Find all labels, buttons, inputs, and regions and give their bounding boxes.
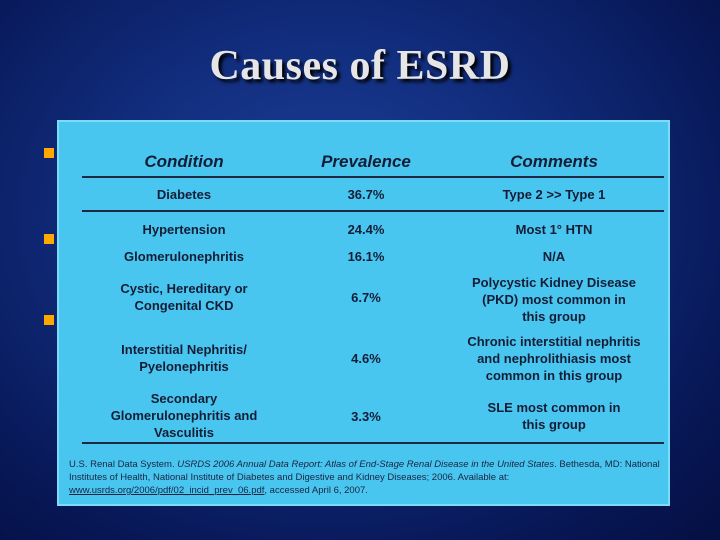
row-cystic-prevalence: 6.7%	[351, 290, 381, 305]
row-interstitial-comments	[444, 333, 664, 384]
header-rule	[82, 176, 664, 178]
row-secondary-comments	[444, 399, 664, 433]
condition-line: Diabetes	[156, 187, 212, 202]
esrd-causes-table	[57, 120, 670, 506]
condition-line: Hypertension	[142, 222, 226, 237]
comment-line: Chronic interstitial nephritis	[467, 334, 641, 349]
citation-prefix: U.S. Renal Data System.	[69, 459, 178, 470]
row-interstitial-prevalence: 4.6%	[351, 351, 381, 366]
condition-line: Secondary	[150, 391, 218, 406]
citation-middle: . Bethesda, MD: National Institutes of Health, National Institute of Diabetes and Digestive and Kidney Diseases; 2006. Available at:	[69, 459, 660, 483]
comment-line: Most 1° HTN	[515, 222, 593, 237]
slide-title: Causes of ESRD	[209, 43, 511, 89]
row-glomerulonephritis-condition	[79, 248, 289, 265]
comment-line: and nephrolithiasis most	[477, 351, 631, 366]
comment-line: Type 2 >> Type 1	[502, 187, 606, 202]
row-cystic-comments	[444, 274, 664, 325]
condition-line: Interstitial Nephritis/	[121, 342, 247, 357]
condition-line: Vasculitis	[154, 425, 214, 440]
row-interstitial-condition	[79, 341, 289, 375]
comment-line: SLE most common in	[487, 400, 621, 415]
row-diabetes-condition	[79, 186, 289, 203]
header-condition: Condition	[144, 152, 224, 171]
row-rule	[82, 210, 664, 212]
citation-journal: USRDS 2006 Annual Data Report: Atlas of End-Stage Renal Disease in the United States	[177, 459, 555, 470]
row-glomerulonephritis-comments	[444, 248, 664, 265]
row-secondary-prevalence: 3.3%	[351, 409, 381, 424]
row-hypertension-comments	[444, 221, 664, 238]
comment-line: common in this group	[485, 368, 623, 383]
header-comments: Comments	[510, 152, 598, 171]
footer-rule	[82, 442, 664, 444]
condition-line: Glomerulonephritis and	[110, 408, 258, 423]
row-hypertension-condition	[79, 221, 289, 238]
condition-line: Cystic, Hereditary or	[120, 281, 248, 296]
citation-suffix: , accessed April 6, 2007.	[264, 485, 368, 496]
row-secondary-condition	[79, 390, 289, 441]
comment-line: N/A	[542, 249, 566, 264]
row-diabetes-comments	[444, 186, 664, 203]
comment-line: (PKD) most common in	[482, 292, 626, 307]
bullet-marker-1	[44, 148, 54, 158]
bullet-marker-2	[44, 234, 54, 244]
comment-line: Polycystic Kidney Disease	[471, 275, 637, 290]
comment-line: this group	[522, 309, 586, 324]
condition-line: Congenital CKD	[134, 298, 234, 313]
row-hypertension-prevalence: 24.4%	[347, 222, 385, 237]
citation-link[interactable]: www.usrds.org/2006/pdf/02_incid_prev_06.pdf	[69, 485, 265, 496]
comment-line: this group	[522, 417, 586, 432]
row-cystic-condition	[79, 280, 289, 314]
row-diabetes-prevalence: 36.7%	[347, 187, 385, 202]
citation-footnote	[69, 458, 665, 497]
row-glomerulonephritis-prevalence: 16.1%	[347, 249, 385, 264]
bullet-marker-3	[44, 315, 54, 325]
header-prevalence: Prevalence	[321, 152, 411, 171]
condition-line: Pyelonephritis	[139, 359, 229, 374]
condition-line: Glomerulonephritis	[124, 249, 244, 264]
